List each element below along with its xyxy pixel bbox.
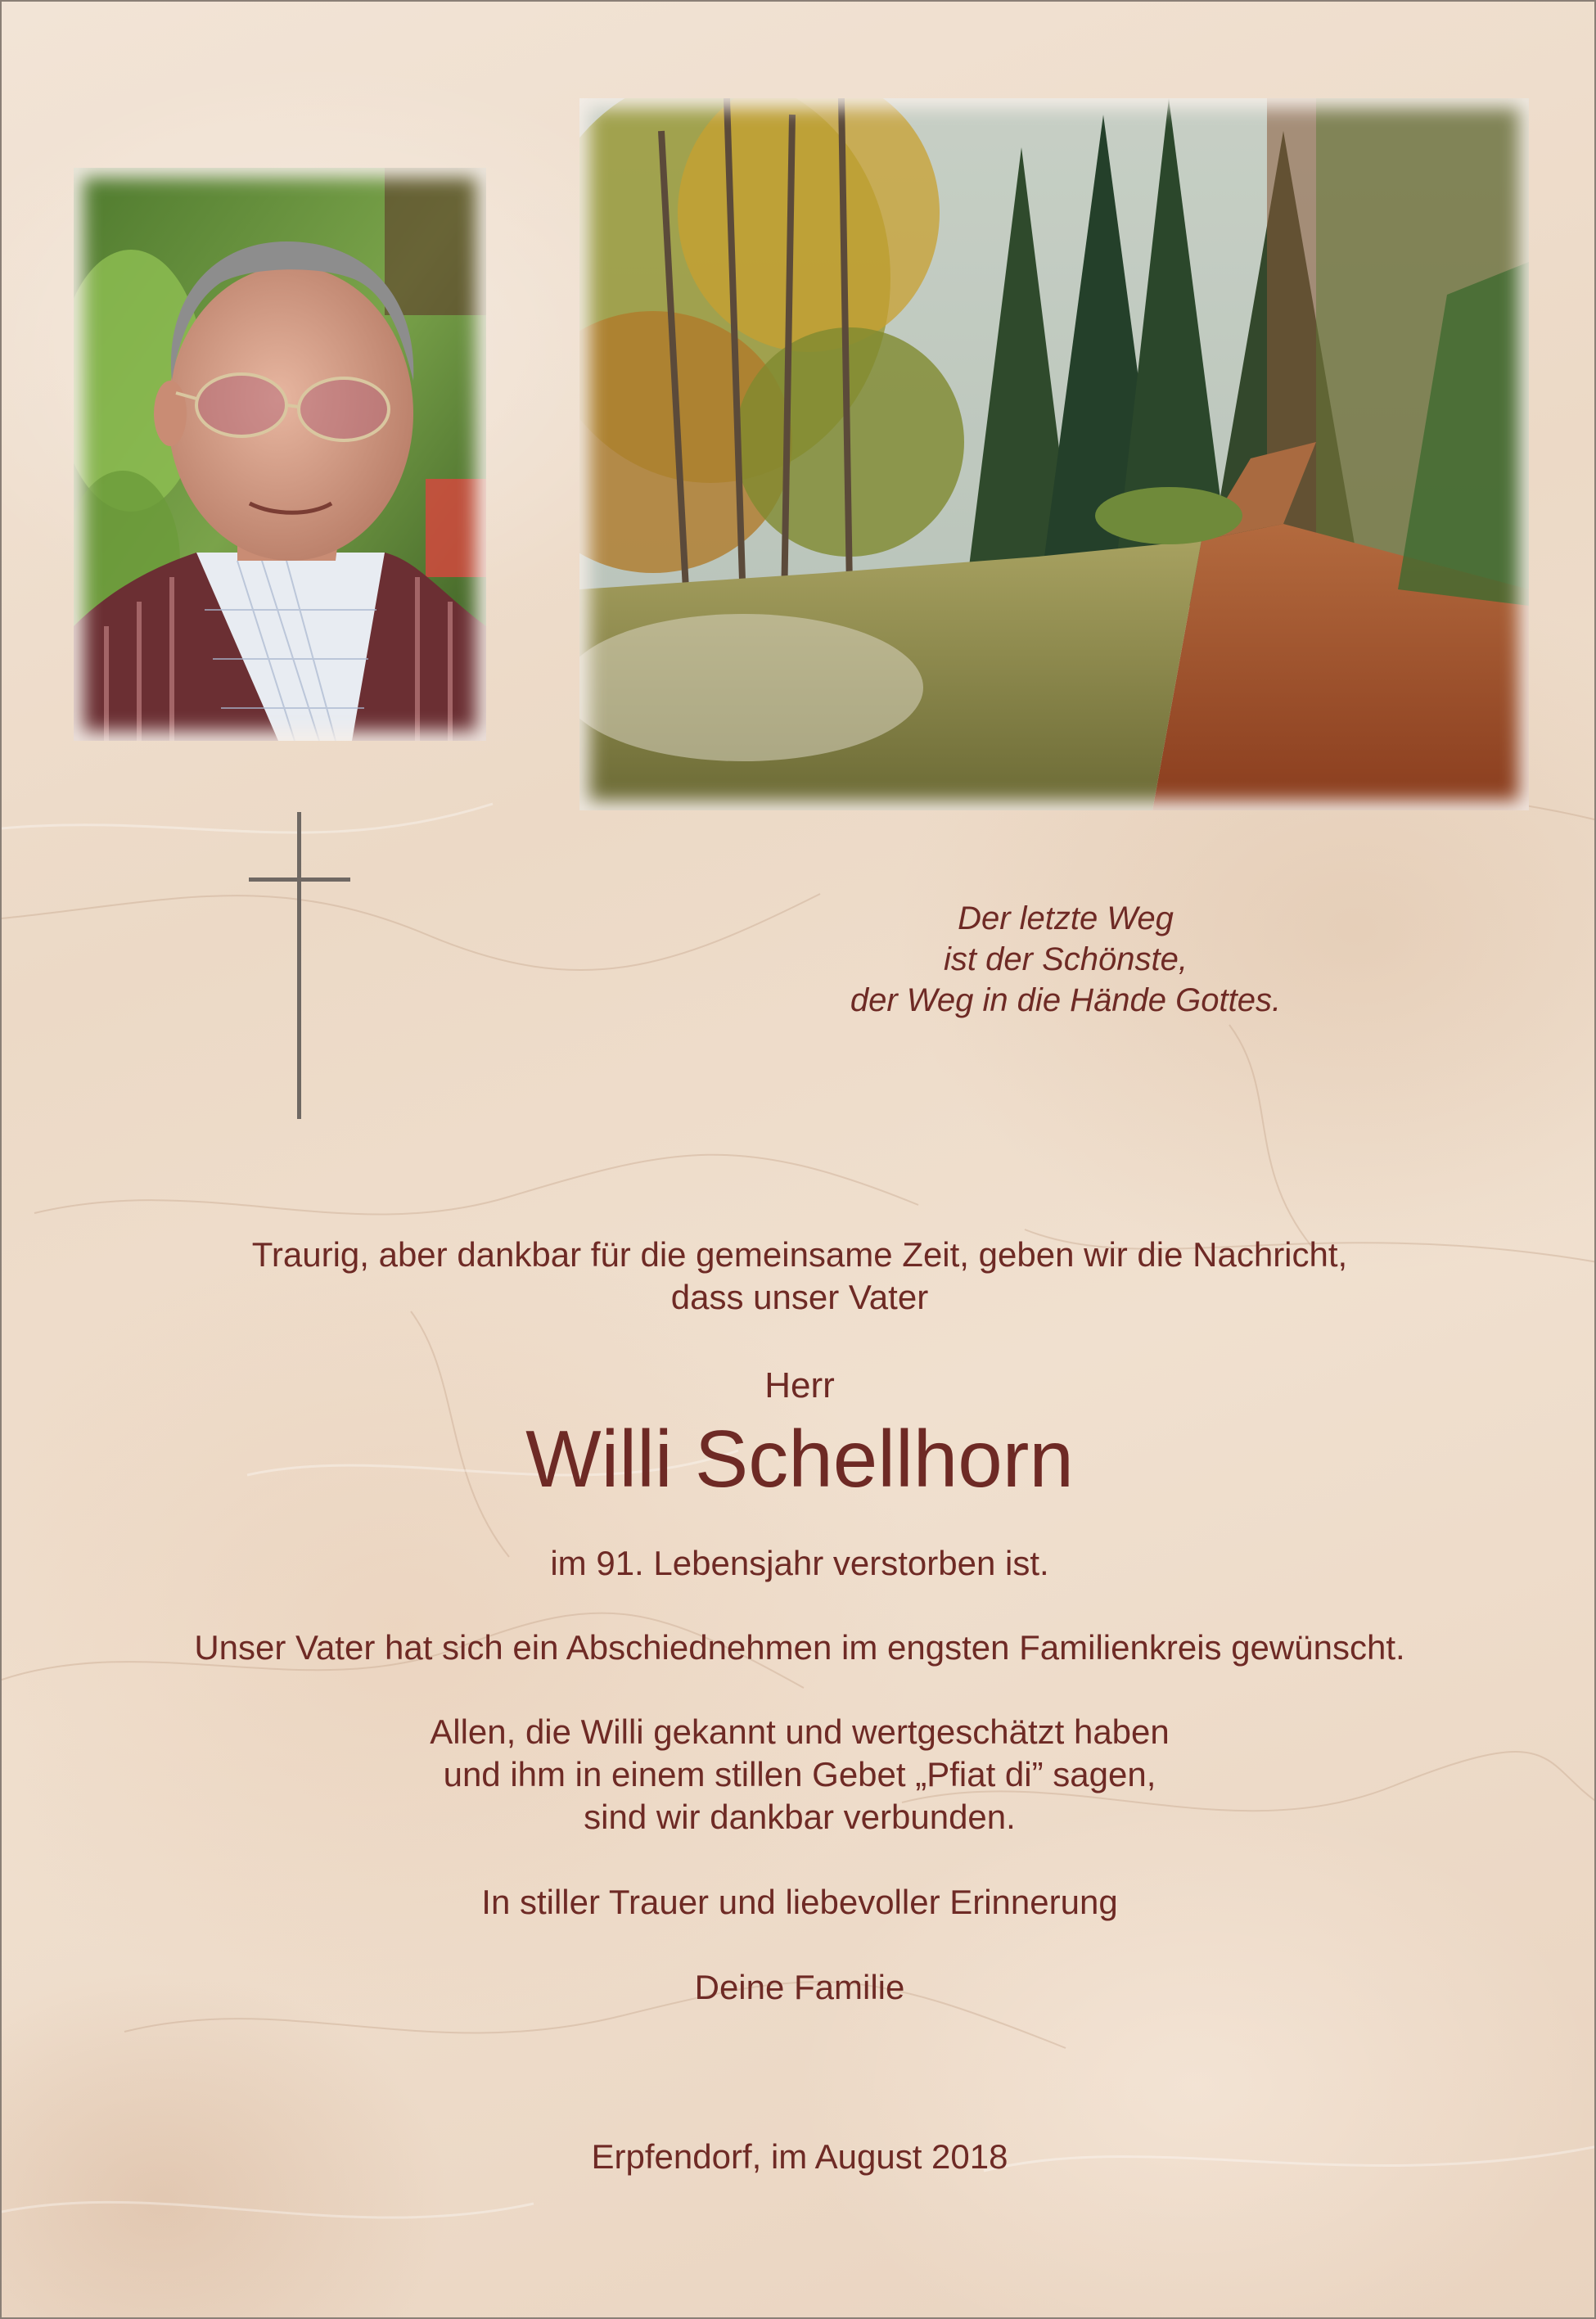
- place-date: Erpfendorf, im August 2018: [591, 2137, 1008, 2176]
- intro-line: dass unser Vater: [670, 1278, 929, 1316]
- mourning-text: In stiller Trauer und liebevoller Erinnerung: [481, 1883, 1118, 1921]
- quote-line: der Weg in die Hände Gottes.: [850, 982, 1282, 1018]
- salutation: Herr: [764, 1365, 835, 1405]
- signature: Deine Familie: [694, 1968, 905, 2006]
- deceased-name: Willi Schellhorn: [525, 1414, 1074, 1504]
- quote-line: Der letzte Weg: [958, 900, 1174, 936]
- portrait-photo: [74, 168, 486, 741]
- farewell-note: Unser Vater hat sich ein Abschiednehmen im engsten Familienkreis gewünscht.: [194, 1628, 1405, 1667]
- thanks-line: Allen, die Willi gekannt und wertgeschätzt haben: [430, 1712, 1170, 1751]
- thanks-text: [2, 1711, 1596, 1839]
- intro-line: Traurig, aber dankbar für die gemeinsame Zeit, geben wir die Nachricht,: [251, 1235, 1348, 1274]
- cross-icon: [247, 812, 354, 1119]
- thanks-line: und ihm in einem stillen Gebet „Pfiat di” sagen,: [443, 1755, 1156, 1793]
- quote-line: ist der Schönste,: [944, 941, 1188, 977]
- thanks-line: sind wir dankbar verbunden.: [584, 1798, 1016, 1836]
- age-text: im 91. Lebensjahr verstorben ist.: [550, 1544, 1049, 1582]
- quote: [738, 898, 1393, 1021]
- forest-path-photo: [579, 98, 1529, 810]
- intro-text: [2, 1234, 1596, 1319]
